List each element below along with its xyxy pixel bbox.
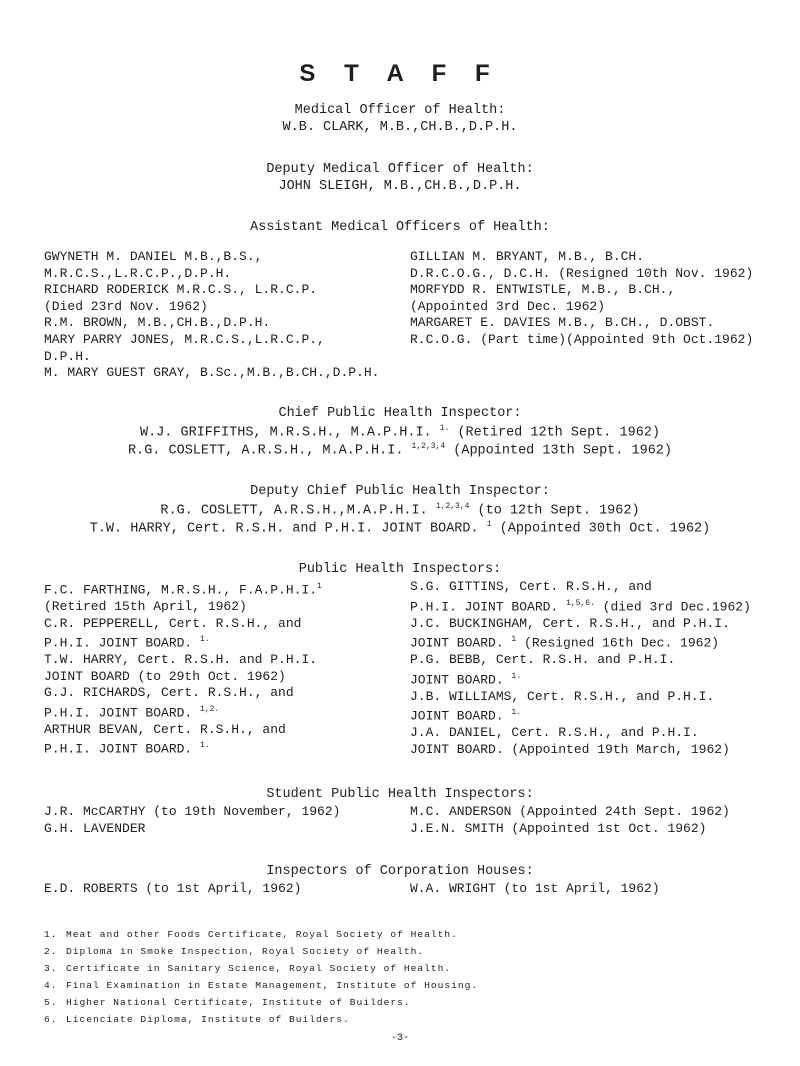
footnote: 1. Meat and other Foods Certificate, Royal Society of Health. <box>44 929 458 940</box>
sphi-left-column <box>44 804 340 837</box>
cphi-name: W.J. GRIFFITHS, M.R.S.H., M.A.P.H.I. <box>140 425 440 441</box>
footnote: 5. Higher National Certificate, Institute of Builders. <box>44 997 411 1008</box>
page-number: -3- <box>390 1033 409 1044</box>
dcphi-note: (Appointed 30th Oct. 1962) <box>491 521 711 537</box>
phi-right-line: JOINT BOARD. (Appointed 19th March, 1962) <box>410 741 730 757</box>
footnote-ref: 1. <box>439 424 450 433</box>
dcphi-line <box>0 502 800 519</box>
phi-right-line: P.H.I. JOINT BOARD. $^{1,5,6.}$ (died 3rd Dec.1962) <box>410 598 751 614</box>
phi-right-line: J.A. DANIEL, Cert. R.S.H., and P.H.I. <box>410 725 699 741</box>
phi-left-line: T.W. HARRY, Cert. R.S.H. and P.H.I. <box>44 652 318 668</box>
phi-left-line: ARTHUR BEVAN, Cert. R.S.H., and <box>44 721 286 737</box>
cphi-note: (Appointed 13th Sept. 1962) <box>445 443 672 459</box>
dcphi-line <box>0 520 800 537</box>
phi-left-line: JOINT BOARD (to 29th Oct. 1962) <box>44 668 286 684</box>
phi-left-line: P.H.I. JOINT BOARD. $^{1.}$ <box>44 741 210 757</box>
phi-right-line: S.G. GITTINS, Cert. R.S.H., and <box>410 579 652 594</box>
cphi-note: (Retired 12th Sept. 1962) <box>449 425 660 441</box>
amoh-left-line: D.P.H. <box>44 348 91 364</box>
footnote: 3. Certificate in Sanitary Science, Royal Society of Health. <box>44 963 452 974</box>
sphi-right-line: J.E.N. SMITH (Appointed 1st Oct. 1962) <box>410 820 707 836</box>
sphi-left-line: G.H. LAVENDER <box>44 820 146 836</box>
sphi-heading: Student Public Health Inspectors: <box>266 787 534 802</box>
amoh-left-line: R.M. BROWN, M.B.,CH.B.,D.P.H. <box>44 315 271 331</box>
amoh-right-line: MARGARET E. DAVIES M.B., B.CH., D.OBST. <box>410 315 715 331</box>
phi-right-line: J.C. BUCKINGHAM, Cert. R.S.H., and P.H.I. <box>410 615 730 631</box>
amoh-heading: Assistant Medical Officers of Health: <box>250 220 550 235</box>
phi-right-line: P.G. BEBB, Cert. R.S.H. and P.H.I. <box>410 652 676 668</box>
phi-right-line: JOINT BOARD. $^{1.}$ <box>410 708 522 724</box>
footnote: 4. Final Examination in Estate Management, Institute of Housing. <box>44 980 479 991</box>
amoh-right-line: R.C.O.G. (Part time)(Appointed 9th Oct.1962) <box>410 331 754 347</box>
footnote: 2. Diploma in Smoke Inspection, Royal Society of Health. <box>44 946 425 957</box>
cphi-line <box>0 424 800 441</box>
phi-right-line: JOINT BOARD. $^{1.}$ <box>410 671 522 687</box>
ich-left: E.D. ROBERTS (to 1st April, 1962) <box>44 881 302 896</box>
amoh-left-line: M. MARY GUEST GRAY, B.Sc.,M.B.,B.CH.,D.P.H. <box>44 365 380 381</box>
phi-left-line: P.H.I. JOINT BOARD. $^{1,2.}$ <box>44 704 220 721</box>
dmoh-heading: Deputy Medical Officer of Health: <box>266 162 534 177</box>
dcphi-note: (to 12th Sept. 1962) <box>469 503 640 519</box>
amoh-right-column <box>410 249 753 349</box>
dcphi-name: T.W. HARRY, Cert. R.S.H. and P.H.I. JOINT BOARD. <box>89 521 487 537</box>
phi-left-line: C.R. PEPPERELL, Cert. R.S.H., and <box>44 615 302 631</box>
amoh-left-column <box>44 249 379 382</box>
cphi-line <box>0 442 800 459</box>
dmoh-name: JOHN SLEIGH, M.B.,CH.B.,D.P.H. <box>278 179 522 194</box>
footnote-ref: 1 <box>486 520 492 529</box>
sphi-left-line: J.R. McCARTHY (to 19th November, 1962) <box>44 804 341 819</box>
phi-right-column <box>410 579 751 758</box>
amoh-left-line: (Died 23rd Nov. 1962) <box>44 298 208 314</box>
ich-heading: Inspectors of Corporation Houses: <box>266 864 534 879</box>
ich-right: W.A. WRIGHT (to 1st April, 1962) <box>410 881 660 896</box>
moh-name: W.B. CLARK, M.B.,CH.B.,D.P.H. <box>282 120 518 135</box>
footnote-ref: 1,2,3,4 <box>411 442 446 451</box>
footnote: 6. Licenciate Diploma, Institute of Builders. <box>44 1014 350 1025</box>
phi-left-line: (Retired 15th April, 1962) <box>44 598 247 614</box>
page-title: S T A F F <box>299 60 501 87</box>
amoh-left-line: RICHARD RODERICK M.R.C.S., L.R.C.P. <box>44 282 318 298</box>
amoh-right-line: (Appointed 3rd Dec. 1962) <box>410 298 606 314</box>
amoh-right-line: GILLIAN M. BRYANT, M.B., B.CH. <box>410 249 645 264</box>
phi-left-line: F.C. FARTHING, M.R.S.H., F.A.P.H.I.$^1$ <box>44 582 322 598</box>
sphi-right-line: M.C. ANDERSON (Appointed 24th Sept. 1962) <box>410 804 730 819</box>
amoh-left-line: M.R.C.S.,L.R.C.P.,D.P.H. <box>44 265 232 281</box>
cphi-heading: Chief Public Health Inspector: <box>278 406 522 421</box>
footnote-ref: 1,2,3,4 <box>435 502 470 511</box>
amoh-left-line: GWYNETH M. DANIEL M.B.,B.S., <box>44 249 263 264</box>
dcphi-name: R.G. COSLETT, A.R.S.H.,M.A.P.H.I. <box>160 503 436 519</box>
phi-left-line: P.H.I. JOINT BOARD. $^{1.}$ <box>44 635 210 651</box>
dcphi-heading: Deputy Chief Public Health Inspector: <box>250 484 550 499</box>
amoh-left-line: MARY PARRY JONES, M.R.C.S.,L.R.C.P., <box>44 331 325 347</box>
phi-left-column <box>44 579 322 758</box>
moh-heading: Medical Officer of Health: <box>294 103 506 118</box>
cphi-name: R.G. COSLETT, A.R.S.H., M.A.P.H.I. <box>128 443 412 459</box>
phi-left-line: G.J. RICHARDS, Cert. R.S.H., and <box>44 685 294 701</box>
amoh-right-line: MORFYDD R. ENTWISTLE, M.B., B.CH., <box>410 282 676 298</box>
sphi-right-column <box>410 804 730 837</box>
phi-right-line: J.B. WILLIAMS, Cert. R.S.H., and P.H.I. <box>410 688 715 704</box>
amoh-right-line: D.R.C.O.G., D.C.H. (Resigned 10th Nov. 1962) <box>410 265 754 281</box>
phi-heading: Public Health Inspectors: <box>298 562 502 577</box>
phi-right-line: JOINT BOARD. $^1$ (Resigned 16th Dec. 1962) <box>410 635 720 651</box>
